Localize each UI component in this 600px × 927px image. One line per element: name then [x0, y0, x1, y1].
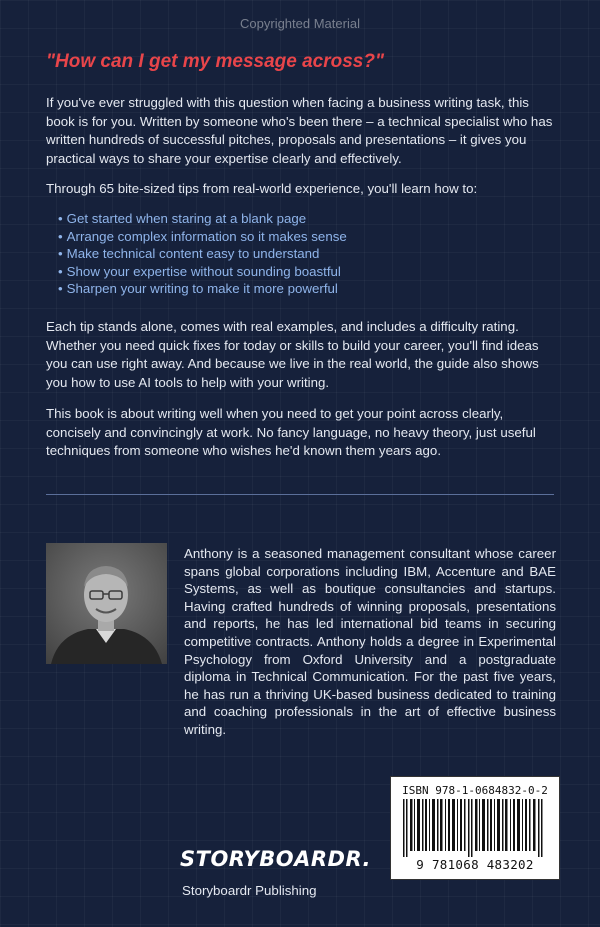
- list-item-text: Sharpen your writing to make it more powerful: [66, 281, 338, 297]
- bullet-dot-icon: •: [58, 263, 63, 279]
- section-divider: [46, 494, 554, 495]
- bullet-dot-icon: •: [58, 211, 63, 226]
- list-item-text: Make technical content easy to understand: [66, 246, 320, 262]
- list-item-text: Arrange complex information so it makes sense: [66, 228, 347, 244]
- list-item: [58, 245, 458, 263]
- bullet-dot-icon: •: [58, 228, 63, 244]
- intro-paragraph: If you've ever struggled with this question when facing a business writing task, this book is for you. Written by someone who's been there – a technical specialist who has written hundreds of successful pitches, proposals and presentations – it gives you practical ways to share your expertise clearly and effectively.: [46, 95, 553, 166]
- publisher-name: Storyboardr Publishing: [182, 883, 317, 898]
- headline: "How can I get my message across?": [46, 51, 384, 72]
- watermark: Copyrighted Material: [240, 16, 360, 31]
- bullet-dot-icon: •: [58, 281, 63, 297]
- list-item-text: Show your expertise without sounding boastful: [66, 263, 341, 279]
- publisher-logo: STORYBOARDR.: [180, 847, 372, 871]
- list-item: [58, 263, 458, 281]
- isbn-label: ISBN 978-1-0684832-0-2: [402, 784, 548, 797]
- list-item: [58, 210, 458, 228]
- bullet-dot-icon: •: [58, 246, 63, 262]
- summary-paragraph: This book is about writing well when you need to get your point across clearly, concisely and convincingly at work. No fancy language, no heavy theory, just useful techniques from someone who wishes he'd known them years ago.: [46, 406, 536, 459]
- list-item: [58, 280, 458, 298]
- barcode-number: 9 781068 483202: [416, 857, 534, 872]
- barcode-bars-icon: [401, 799, 549, 857]
- list-item-text: Get started when staring at a blank page: [66, 211, 307, 226]
- list-item: [58, 228, 458, 246]
- isbn-barcode: [390, 776, 560, 880]
- tips-detail-paragraph: Each tip stands alone, comes with real examples, and includes a difficulty rating. Whether you need quick fixes for today or skills to build your career, you'll find ideas you can use right away. And because we live in the real world, the guide also shows you how to use AI tools to help with your writing.: [46, 319, 539, 390]
- author-photo: [46, 543, 167, 664]
- tips-intro-paragraph: Through 65 bite-sized tips from real-world experience, you'll learn how to:: [46, 181, 478, 196]
- benefits-list: [58, 210, 458, 298]
- author-bio: Anthony is a seasoned management consultant whose career spans global corporations including IBM, Accenture and BAE Systems, as well as boutique consultancies and startups. Having crafted hundreds of winning proposals, presentations and reports, he has led international bid teams in securing competitive contracts. Anthony holds a degree in Experimental Psychology from Oxford University and a postgraduate diploma in Technical Communication. For the past five years, he has run a thriving UK-based business dedicated to training and coaching professionals in the art of effective business writing.: [184, 546, 556, 737]
